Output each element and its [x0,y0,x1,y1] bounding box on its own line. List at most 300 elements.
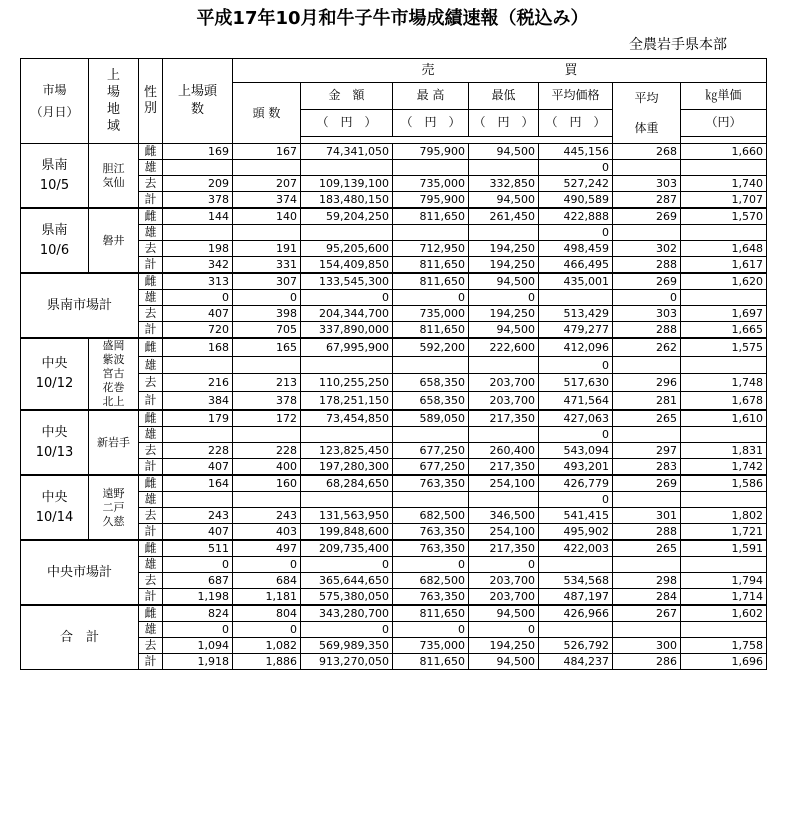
cell-low: 94,500 [469,322,539,339]
cell-listed: 243 [163,508,233,524]
cell-high: 763,350 [393,475,469,492]
cell-listed: 1,918 [163,654,233,670]
sex-cell: 雌 [139,540,163,557]
cell-kg: 1,714 [681,589,767,606]
cell-high: 795,900 [393,192,469,209]
sex-cell: 計 [139,192,163,209]
cell-avg: 493,201 [539,459,613,476]
sex-cell: 去 [139,573,163,589]
sex-cell: 去 [139,638,163,654]
cell-avg: 445,156 [539,144,613,160]
cell-low [469,225,539,241]
cell-kg [681,427,767,443]
cell-amount: 0 [301,290,393,306]
cell-avg: 541,415 [539,508,613,524]
market-date: 10/6 [39,242,70,258]
cell-listed: 313 [163,273,233,290]
sex-cell: 雌 [139,338,163,356]
cell-high: 677,250 [393,459,469,476]
report-title: 平成17年10月和牛子牛市場成績速報（税込み） [196,8,589,29]
cell-low: 261,450 [469,208,539,225]
cell-listed: 168 [163,338,233,356]
cell-amount: 569,989,350 [301,638,393,654]
sex-cell: 計 [139,589,163,606]
cell-sold: 684 [233,573,301,589]
header-market-date: （月日） [30,105,79,119]
cell-weight: 298 [613,573,681,589]
market-cell [21,475,89,540]
sex-cell: 雌 [139,475,163,492]
cell-high: 0 [393,622,469,638]
market-date: 10/5 [39,177,70,193]
cell-listed: 0 [163,290,233,306]
cell-weight: 296 [613,374,681,392]
cell-low: 217,350 [469,410,539,427]
cell-listed [163,356,233,374]
table-row [21,475,767,492]
cell-avg: 498,459 [539,241,613,257]
cell-weight: 288 [613,524,681,541]
cell-sold [233,356,301,374]
cell-kg: 1,678 [681,392,767,410]
cell-amount: 343,280,700 [301,605,393,622]
cell-sold: 1,181 [233,589,301,606]
cell-sold [233,427,301,443]
cell-high: 811,650 [393,322,469,339]
cell-high: 811,650 [393,208,469,225]
cell-amount [301,225,393,241]
cell-listed: 228 [163,443,233,459]
sex-cell: 去 [139,176,163,192]
cell-amount: 337,890,000 [301,322,393,339]
cell-weight: 265 [613,410,681,427]
cell-high: 735,000 [393,638,469,654]
cell-avg: 527,242 [539,176,613,192]
cell-listed: 342 [163,257,233,274]
cell-amount: 199,848,600 [301,524,393,541]
cell-high [393,225,469,241]
cell-sold: 400 [233,459,301,476]
market-name: 中央 [41,489,68,505]
cell-sold: 207 [233,176,301,192]
cell-avg: 412,096 [539,338,613,356]
cell-weight [613,225,681,241]
cell-high: 658,350 [393,374,469,392]
cell-avg: 534,568 [539,573,613,589]
cell-listed: 0 [163,557,233,573]
cell-weight: 286 [613,654,681,670]
cell-low [469,492,539,508]
cell-high: 0 [393,557,469,573]
cell-listed: 378 [163,192,233,209]
market-cell [21,410,89,475]
cell-amount: 95,205,600 [301,241,393,257]
cell-sold: 0 [233,622,301,638]
cell-weight: 300 [613,638,681,654]
header-sales: 売 買 [233,59,767,83]
cell-low: 217,350 [469,459,539,476]
sex-cell: 計 [139,459,163,476]
cell-kg: 1,758 [681,638,767,654]
cell-sold: 307 [233,273,301,290]
cell-listed: 407 [163,524,233,541]
cell-high [393,160,469,176]
cell-weight: 269 [613,475,681,492]
cell-amount: 209,735,400 [301,540,393,557]
cell-weight: 267 [613,605,681,622]
sex-cell: 雄 [139,557,163,573]
cell-low: 254,100 [469,524,539,541]
cell-listed [163,225,233,241]
cell-listed [163,492,233,508]
cell-amount: 110,255,250 [301,374,393,392]
cell-sold: 165 [233,338,301,356]
cell-sold: 374 [233,192,301,209]
cell-low: 203,700 [469,374,539,392]
cell-weight: 269 [613,208,681,225]
table-row [21,208,767,225]
cell-low: 222,600 [469,338,539,356]
cell-high: 589,050 [393,410,469,427]
cell-sold: 160 [233,475,301,492]
cell-avg: 427,063 [539,410,613,427]
cell-weight: 288 [613,257,681,274]
cell-high: 735,000 [393,176,469,192]
cell-sold: 497 [233,540,301,557]
cell-weight: 283 [613,459,681,476]
cell-avg [539,290,613,306]
cell-listed [163,427,233,443]
cell-listed: 164 [163,475,233,492]
cell-avg: 426,779 [539,475,613,492]
cell-avg: 517,630 [539,374,613,392]
cell-sold [233,225,301,241]
cell-high: 763,350 [393,540,469,557]
area-cell: 磐井 [89,208,139,273]
cell-weight: 0 [613,290,681,306]
cell-high [393,356,469,374]
cell-sold: 172 [233,410,301,427]
cell-kg [681,160,767,176]
cell-avg: 422,888 [539,208,613,225]
header-highest-unit: （ 円 ） [393,109,469,136]
sex-cell: 雄 [139,290,163,306]
cell-weight [613,427,681,443]
header-amount-unit: （ 円 ） [301,109,393,136]
cell-kg [681,225,767,241]
cell-weight: 301 [613,508,681,524]
cell-kg: 1,602 [681,605,767,622]
cell-listed: 209 [163,176,233,192]
cell-avg: 487,197 [539,589,613,606]
cell-amount: 178,251,150 [301,392,393,410]
cell-amount: 133,545,300 [301,273,393,290]
cell-sold: 228 [233,443,301,459]
cell-listed: 511 [163,540,233,557]
table-row [21,144,767,160]
cell-weight: 262 [613,338,681,356]
sex-cell: 計 [139,322,163,339]
cell-sold: 191 [233,241,301,257]
cell-sold: 243 [233,508,301,524]
cell-avg: 526,792 [539,638,613,654]
cell-amount: 123,825,450 [301,443,393,459]
cell-high [393,427,469,443]
cell-sold: 398 [233,306,301,322]
sex-cell: 計 [139,392,163,410]
cell-avg: 0 [539,225,613,241]
cell-sold: 804 [233,605,301,622]
cell-listed: 407 [163,459,233,476]
header-avg-weight [613,83,681,144]
cell-low: 194,250 [469,306,539,322]
cell-high: 592,200 [393,338,469,356]
area-cell: 遠野 二戸 久慈 [89,475,139,540]
table-row [21,338,767,356]
cell-high: 811,650 [393,654,469,670]
cell-low: 217,350 [469,540,539,557]
cell-high: 0 [393,290,469,306]
area-cell: 盛岡 紫波 宮古 花巻 北上 [89,338,139,410]
header-listed-head-label: 上場頭数 [177,84,217,117]
cell-sold: 705 [233,322,301,339]
sex-cell: 去 [139,241,163,257]
cell-weight: 281 [613,392,681,410]
cell-low: 254,100 [469,475,539,492]
cell-amount: 59,204,250 [301,208,393,225]
cell-high: 682,500 [393,573,469,589]
header-market [21,59,89,144]
cell-kg: 1,721 [681,524,767,541]
sex-cell: 去 [139,443,163,459]
header-listed-head [163,59,233,144]
cell-low: 194,250 [469,257,539,274]
cell-listed: 407 [163,306,233,322]
cell-low: 94,500 [469,654,539,670]
cell-kg: 1,660 [681,144,767,160]
sex-cell: 雌 [139,144,163,160]
cell-avg: 479,277 [539,322,613,339]
cell-amount: 913,270,050 [301,654,393,670]
results-body [21,144,767,670]
cell-amount: 183,480,150 [301,192,393,209]
sex-cell: 去 [139,374,163,392]
cell-low: 203,700 [469,589,539,606]
cell-listed: 1,094 [163,638,233,654]
table-row [21,540,767,557]
cell-avg [539,622,613,638]
cell-kg: 1,740 [681,176,767,192]
cell-weight: 268 [613,144,681,160]
cell-high: 763,350 [393,524,469,541]
sex-cell: 雄 [139,356,163,374]
cell-low: 260,400 [469,443,539,459]
header-amount: 金 額 [301,83,393,110]
market-date: 10/13 [35,444,74,460]
cell-amount [301,492,393,508]
cell-listed: 687 [163,573,233,589]
cell-amount: 204,344,700 [301,306,393,322]
cell-kg [681,557,767,573]
cell-listed: 216 [163,374,233,392]
cell-kg: 1,648 [681,241,767,257]
cell-avg: 466,495 [539,257,613,274]
cell-avg: 513,429 [539,306,613,322]
cell-high: 811,650 [393,273,469,290]
table-row [21,273,767,290]
cell-amount: 365,644,650 [301,573,393,589]
cell-weight: 284 [613,589,681,606]
cell-avg: 435,001 [539,273,613,290]
header-sex [139,59,163,144]
header-kg-price-unit: （円） [681,109,767,136]
cell-kg: 1,570 [681,208,767,225]
cell-low: 332,850 [469,176,539,192]
cell-low: 194,250 [469,241,539,257]
cell-low: 203,700 [469,392,539,410]
cell-kg: 1,696 [681,654,767,670]
cell-sold: 140 [233,208,301,225]
header-sex-label: 性別 [144,85,158,116]
cell-avg: 490,589 [539,192,613,209]
cell-amount [301,160,393,176]
cell-avg: 422,003 [539,540,613,557]
cell-sold: 403 [233,524,301,541]
report-issuer: 全農岩手県本部 [629,37,727,53]
cell-listed: 1,198 [163,589,233,606]
cell-avg: 426,966 [539,605,613,622]
header-avg-weight-bottom: 体重 [634,121,659,135]
cell-high: 658,350 [393,392,469,410]
cell-kg: 1,802 [681,508,767,524]
sex-cell: 雄 [139,492,163,508]
cell-avg: 495,902 [539,524,613,541]
cell-listed: 824 [163,605,233,622]
cell-avg: 0 [539,160,613,176]
cell-weight: 302 [613,241,681,257]
cell-weight: 265 [613,540,681,557]
market-cell [21,144,89,209]
cell-kg: 1,794 [681,573,767,589]
cell-high: 763,350 [393,589,469,606]
market-name: 県南 [41,222,68,238]
cell-low: 94,500 [469,273,539,290]
cell-kg: 1,697 [681,306,767,322]
cell-high: 811,650 [393,605,469,622]
sex-cell: 計 [139,524,163,541]
area-cell: 新岩手 [89,410,139,475]
cell-avg: 543,094 [539,443,613,459]
market-name: 県南 [41,157,68,173]
cell-kg: 1,591 [681,540,767,557]
cell-sold: 167 [233,144,301,160]
cell-kg: 1,665 [681,322,767,339]
cell-kg [681,492,767,508]
cell-sold: 0 [233,290,301,306]
cell-listed: 198 [163,241,233,257]
cell-avg: 484,237 [539,654,613,670]
market-date: 10/12 [35,376,74,391]
cell-avg: 0 [539,492,613,508]
cell-weight: 303 [613,306,681,322]
cell-high: 735,000 [393,306,469,322]
cell-amount: 67,995,900 [301,338,393,356]
cell-sold: 0 [233,557,301,573]
cell-low: 0 [469,622,539,638]
cell-weight [613,557,681,573]
cell-kg: 1,617 [681,257,767,274]
cell-low: 203,700 [469,573,539,589]
market-total-label: 県南市場計 [21,273,139,338]
cell-sold: 213 [233,374,301,392]
cell-high: 677,250 [393,443,469,459]
cell-sold: 1,886 [233,654,301,670]
header-lowest-unit: （ 円 ） [469,109,539,136]
sex-cell: 雌 [139,410,163,427]
cell-weight [613,160,681,176]
cell-weight: 303 [613,176,681,192]
cell-low: 0 [469,290,539,306]
cell-low [469,356,539,374]
header-lowest: 最低 [469,83,539,110]
cell-kg: 1,620 [681,273,767,290]
cell-listed: 720 [163,322,233,339]
cell-amount: 197,280,300 [301,459,393,476]
cell-amount: 109,139,100 [301,176,393,192]
header-avg-price: 平均価格 [539,83,613,110]
cell-kg [681,622,767,638]
sex-cell: 雄 [139,622,163,638]
cell-kg: 1,575 [681,338,767,356]
cell-amount: 0 [301,622,393,638]
cell-sold [233,492,301,508]
cell-low: 0 [469,557,539,573]
cell-low: 94,500 [469,144,539,160]
cell-amount: 68,284,650 [301,475,393,492]
cell-weight: 287 [613,192,681,209]
table-row [21,410,767,427]
cell-weight [613,622,681,638]
cell-avg: 0 [539,427,613,443]
cell-listed: 384 [163,392,233,410]
market-cell [21,208,89,273]
cell-kg: 1,610 [681,410,767,427]
cell-weight: 297 [613,443,681,459]
market-cell [21,338,89,410]
cell-low: 94,500 [469,192,539,209]
cell-kg: 1,831 [681,443,767,459]
header-market-label: 市場 [42,83,67,97]
cell-avg: 471,564 [539,392,613,410]
cell-weight: 269 [613,273,681,290]
cell-low: 194,250 [469,638,539,654]
cell-kg [681,356,767,374]
sex-cell: 去 [139,508,163,524]
cell-listed: 0 [163,622,233,638]
cell-kg: 1,742 [681,459,767,476]
cell-amount: 0 [301,557,393,573]
cell-listed: 169 [163,144,233,160]
cell-amount [301,427,393,443]
cell-low [469,427,539,443]
cell-kg [681,290,767,306]
market-total-label: 中央市場計 [21,540,139,605]
sex-cell: 計 [139,654,163,670]
cell-sold [233,160,301,176]
cell-high: 795,900 [393,144,469,160]
cell-amount [301,356,393,374]
cell-kg: 1,586 [681,475,767,492]
